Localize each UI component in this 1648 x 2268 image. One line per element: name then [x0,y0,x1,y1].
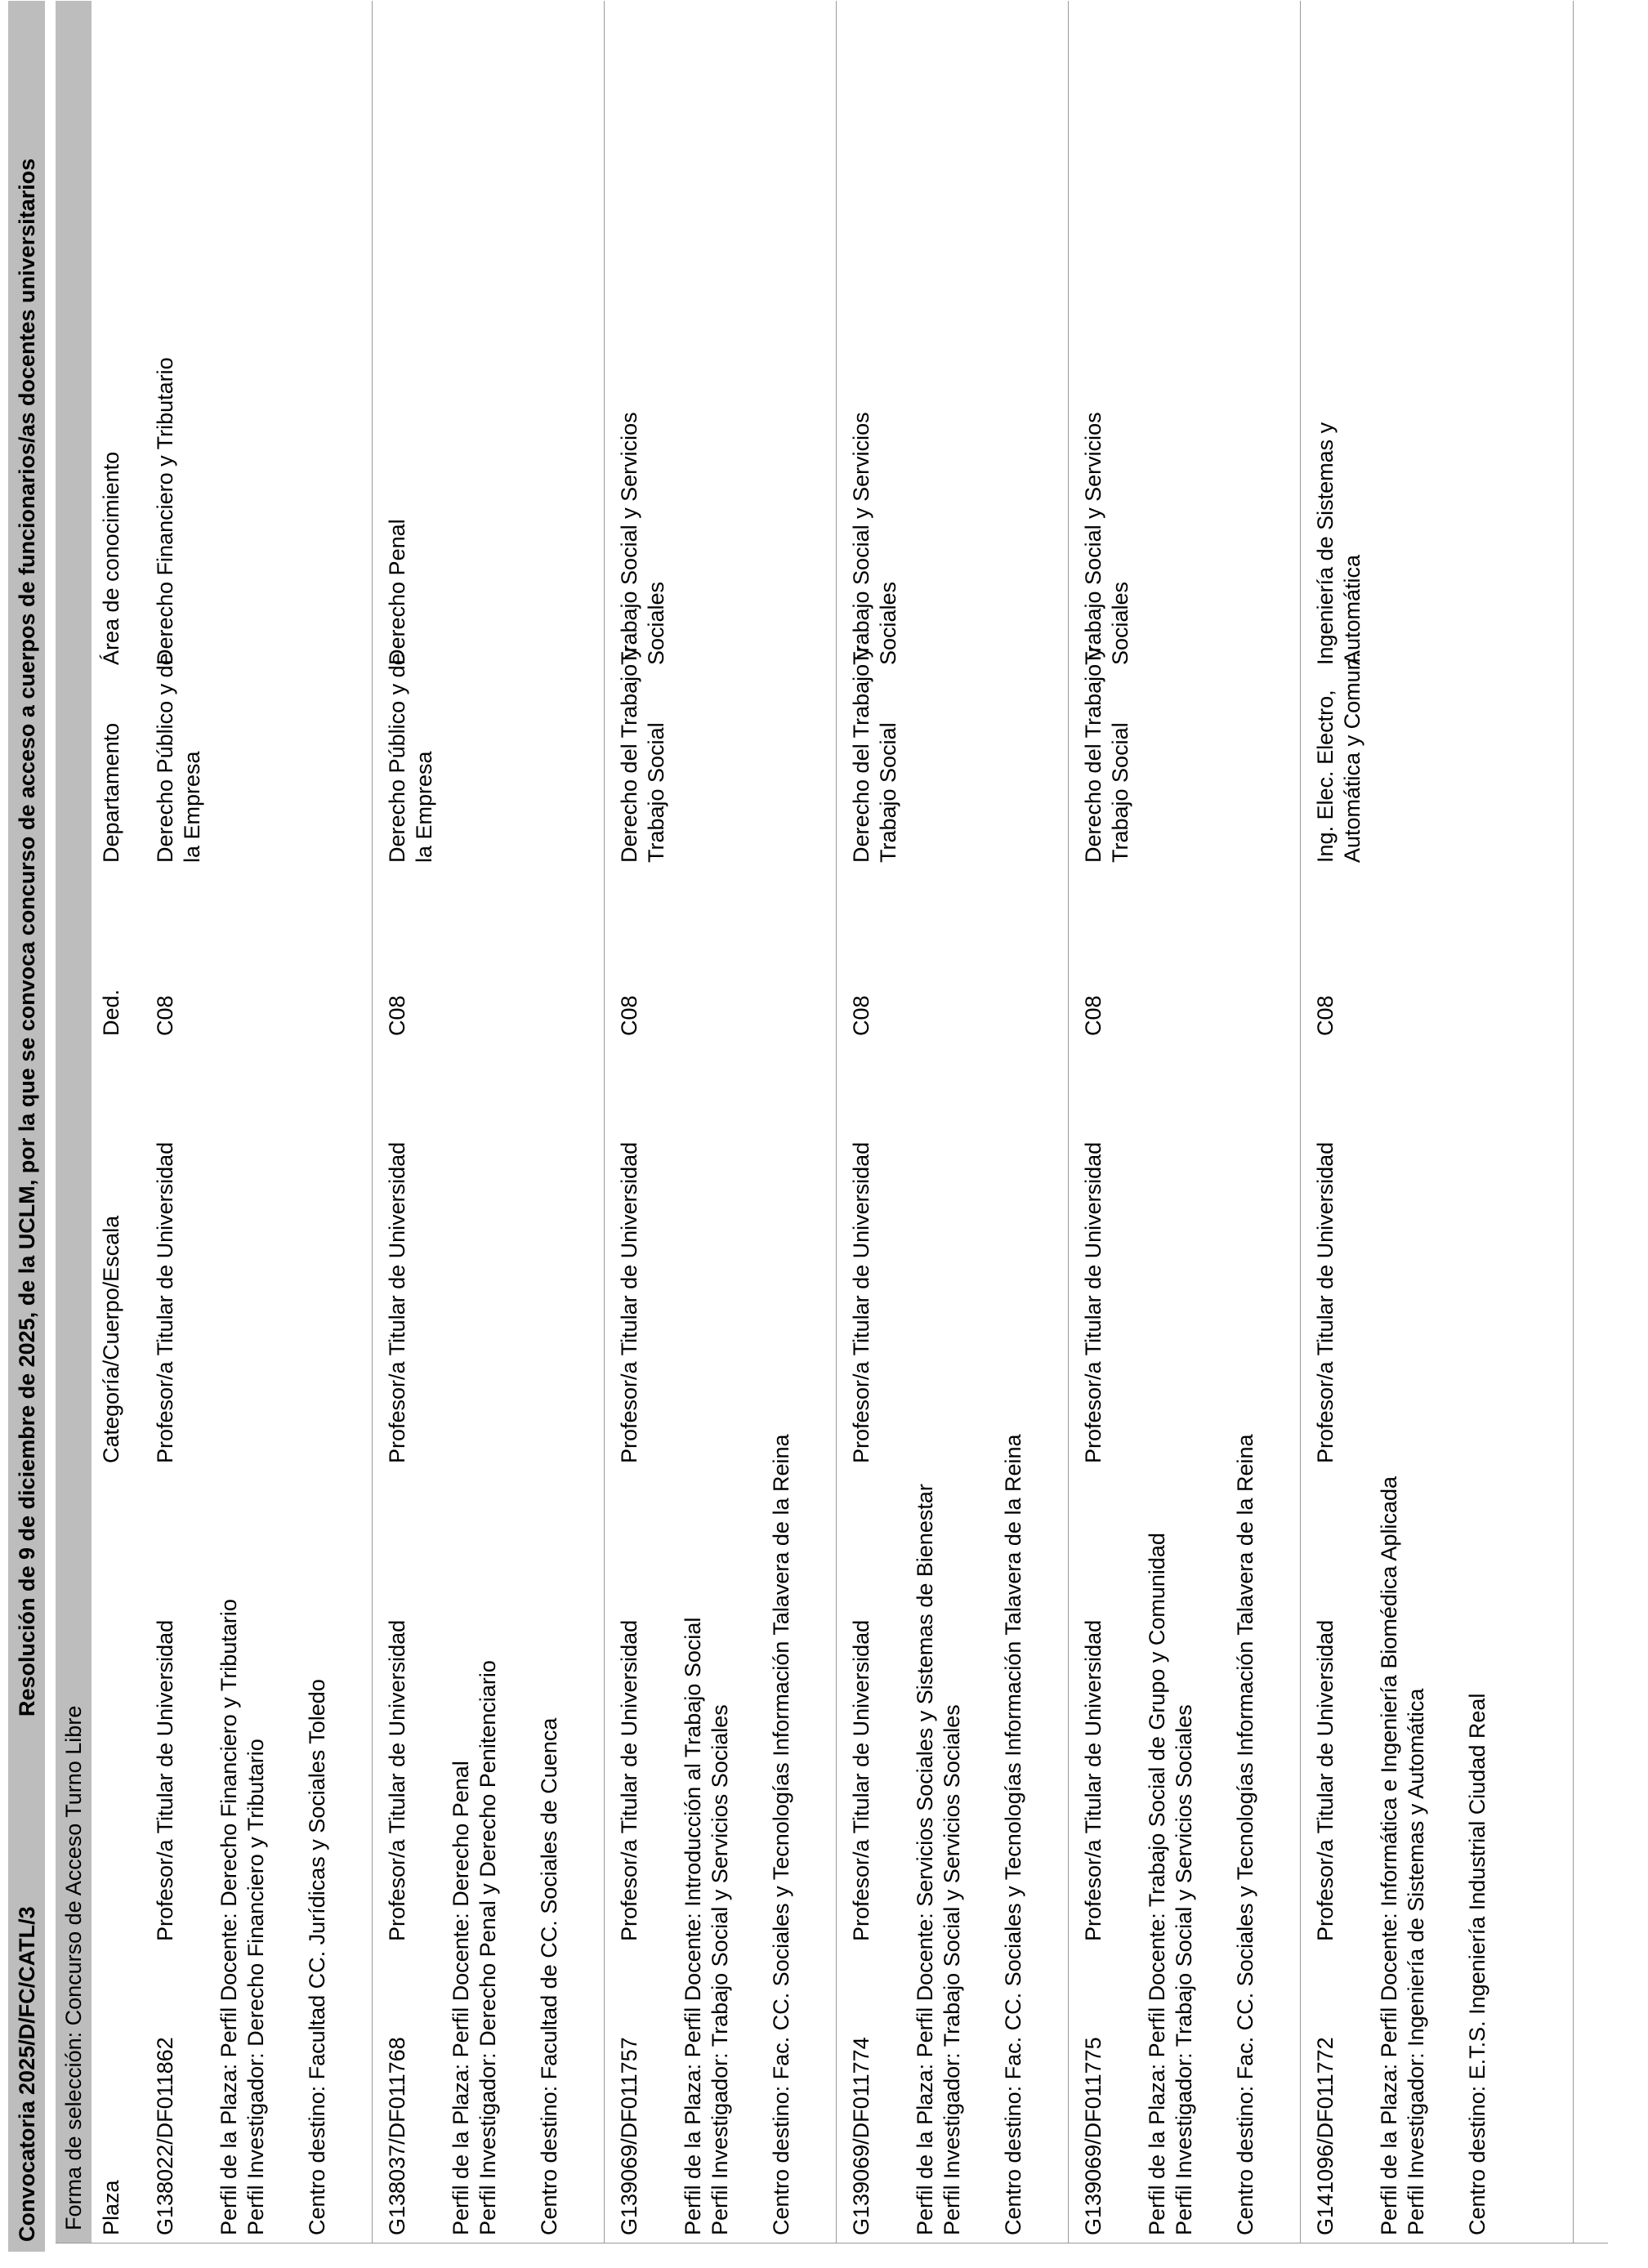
categoria-cell: Profesor/a Titular de Universidad [153,1141,177,1463]
perfil-text: Perfil Investigador: Trabajo Social y Servicios Sociales [1172,1704,1196,2235]
area-cell: Automática [1340,554,1364,665]
perfil-text: Perfil de la Plaza: Perfil Docente: Derecho Financiero y Tributario [217,1599,241,2235]
categoria-cell: Profesor/a Titular de Universidad [849,1141,873,1463]
perfil-text: Perfil Investigador: Trabajo Social y Servicios Sociales [708,1704,732,2235]
centro-destino: Centro destino: Facultad CC. Jurídicas y Sociales Toledo [305,1679,329,2235]
departamento-cell: Trabajo Social [1108,722,1132,863]
categoria-cell: Profesor/a Titular de Universidad [1081,1141,1105,1463]
cuerpo-name: Profesor/a Titular de Universidad [1313,1619,1338,1941]
resolution-title: Resolución de 9 de diciembre de 2025, de la UCLM, por la que se convoca concurso de acceso a cuerpos de funcionarios/as docentes universitarios [15,158,39,1717]
departamento-cell: Derecho del Trabajo y [617,646,641,863]
row-separator [372,1,373,2243]
area-cell: Sociales [876,581,900,665]
area-cell: Derecho Penal [385,519,409,665]
col-header-departamento: Departamento [99,722,123,863]
departamento-cell: la Empresa [412,751,436,863]
table-bottom-border [1573,1,1574,2243]
plaza-code: G138037/DF011768 [385,2037,409,2235]
plaza-code: G141096/DF011772 [1313,2037,1338,2235]
cuerpo-name: Profesor/a Titular de Universidad [849,1619,873,1941]
dedication-cell: C08 [1081,995,1105,1036]
departamento-cell: Trabajo Social [644,722,668,863]
area-cell: Trabajo Social y Servicios [1081,412,1105,665]
perfil-text: Perfil de la Plaza: Perfil Docente: Trabajo Social de Grupo y Comunidad [1145,1533,1169,2235]
col-header-area: Área de conocimiento [99,451,123,665]
perfil-text: Perfil Investigador: Trabajo Social y Servicios Sociales [940,1704,964,2235]
departamento-cell: Automática y Comun. [1340,651,1364,863]
row-separator [1068,1,1069,2243]
departamento-cell: Trabajo Social [876,722,900,863]
cuerpo-name: Profesor/a Titular de Universidad [617,1619,641,1941]
departamento-cell: Ing. Elec. Electro, [1313,690,1338,863]
categoria-cell: Profesor/a Titular de Universidad [385,1141,409,1463]
dedication-cell: C08 [1313,995,1338,1036]
perfil-text: Perfil de la Plaza: Perfil Docente: Introducción al Trabajo Social [681,1617,705,2235]
perfil-text: Perfil Investigador: Derecho Penal y Derecho Penitenciario [476,1660,500,2235]
col-header-plaza: Plaza [99,2180,123,2235]
col-header-categoria: Categoría/Cuerpo/Escala [99,1215,123,1463]
dedication-cell: C08 [617,995,641,1036]
col-header-ded: Ded. [99,989,123,1036]
area-cell: Ingeniería de Sistemas y [1313,422,1338,665]
area-cell: Trabajo Social y Servicios [617,412,641,665]
plaza-code: G138022/DF011862 [153,2037,177,2235]
dedication-cell: C08 [153,995,177,1036]
header-bar [8,1,45,2252]
departamento-cell: la Empresa [180,751,204,863]
area-cell: Derecho Financiero y Tributario [153,357,177,665]
categoria-cell: Profesor/a Titular de Universidad [617,1141,641,1463]
plaza-code: G139069/DF011774 [849,2037,873,2235]
cuerpo-name: Profesor/a Titular de Universidad [385,1619,409,1941]
selection-method: Forma de selección: Concurso de Acceso Turno Libre [61,1705,86,2230]
departamento-cell: Derecho del Trabajo y [1081,646,1105,863]
plaza-code: G139069/DF011775 [1081,2037,1105,2235]
perfil-text: Perfil de la Plaza: Perfil Docente: Informática e Ingeniería Biomédica Aplicada [1377,1476,1401,2235]
row-separator [1300,1,1301,2243]
row-separator [604,1,605,2243]
perfil-text: Perfil Investigador: Derecho Financiero y Tributario [243,1739,268,2235]
centro-destino: Centro destino: Fac. CC. Sociales y Tecnologías Información Talavera de la Reina [1001,1434,1025,2235]
cuerpo-name: Profesor/a Titular de Universidad [1081,1619,1105,1941]
area-cell: Trabajo Social y Servicios [849,412,873,665]
centro-destino: Centro destino: Facultad de CC. Sociales de Cuenca [537,1717,561,2235]
centro-destino: Centro destino: Fac. CC. Sociales y Tecnologías Información Talavera de la Reina [1233,1434,1257,2235]
centro-destino: Centro destino: Fac. CC. Sociales y Tecnologías Información Talavera de la Reina [769,1434,793,2235]
dedication-cell: C08 [385,995,409,1036]
plaza-code: G139069/DF011757 [617,2037,641,2235]
departamento-cell: Derecho Público y de [385,653,409,863]
area-cell: Sociales [644,581,668,665]
cuerpo-name: Profesor/a Titular de Universidad [153,1619,177,1941]
dedication-cell: C08 [849,995,873,1036]
centro-destino: Centro destino: E.T.S. Ingeniería Industrial Ciudad Real [1465,1693,1489,2235]
convocatoria-code: Convocatoria 2025/D/FC/CATL/3 [15,1906,39,2242]
area-cell: Sociales [1108,581,1132,665]
departamento-cell: Derecho Público y de [153,653,177,863]
selection-bar [56,1,92,2243]
perfil-text: Perfil de la Plaza: Perfil Docente: Servicios Sociales y Sistemas de Bienestar [913,1484,937,2235]
perfil-text: Perfil Investigador: Ingeniería de Sistemas y Automática [1404,1688,1428,2235]
perfil-text: Perfil de la Plaza: Perfil Docente: Derecho Penal [449,1761,473,2235]
departamento-cell: Derecho del Trabajo y [849,646,873,863]
categoria-cell: Profesor/a Titular de Universidad [1313,1141,1338,1463]
row-separator [836,1,837,2243]
